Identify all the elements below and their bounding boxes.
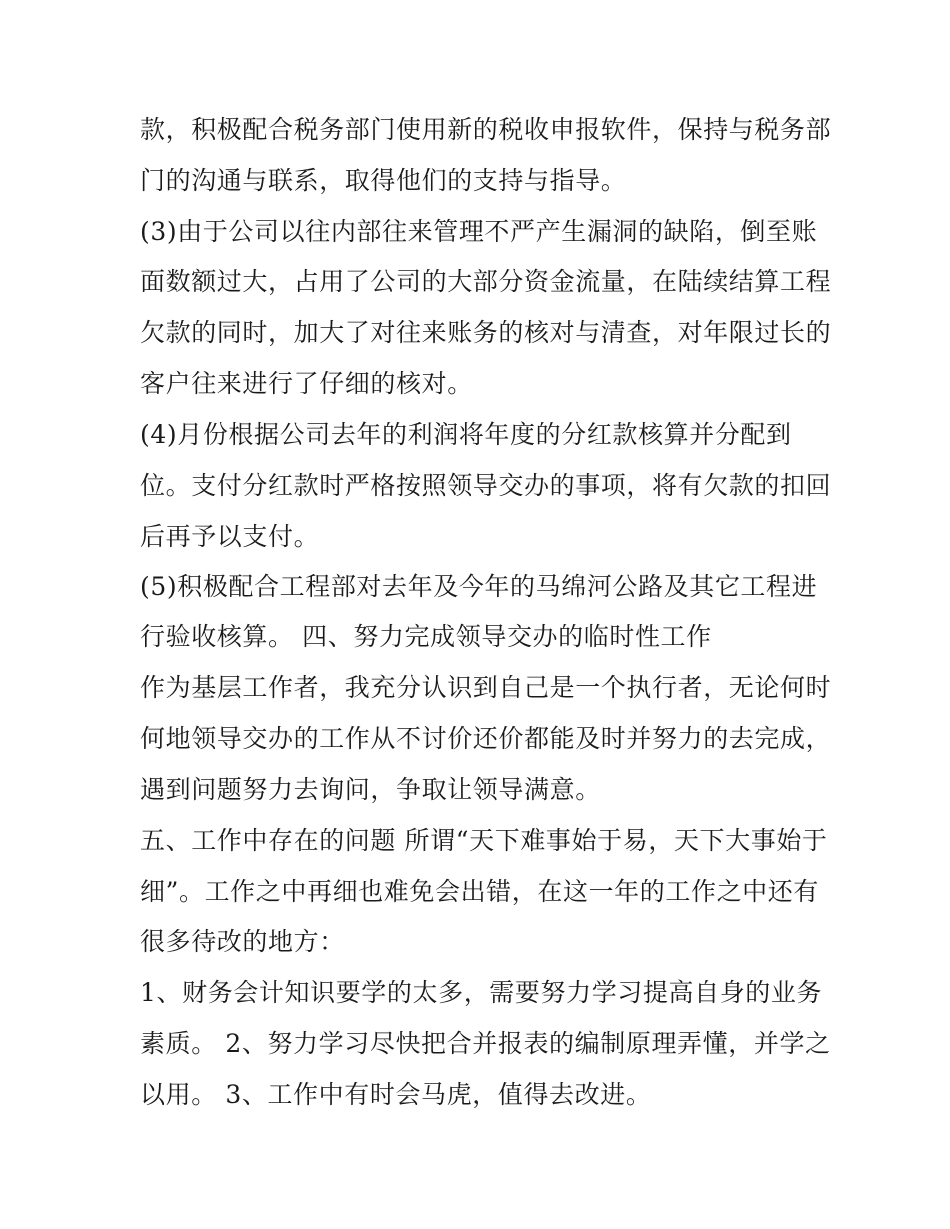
text-line: 细”。工作之中再细也难免会出错，在这一年的工作之中还有 (140, 877, 819, 906)
text-line: 很多待改的地方： (140, 927, 345, 956)
text-line: 以用。 3、工作中有时会马虎，值得去改进。 (140, 1080, 652, 1109)
text-line: 客户往来进行了仔细的核对。 (140, 369, 473, 398)
text-line: 1、财务会计知识要学的太多，需要努力学习提高自身的业务 (140, 978, 823, 1007)
text-line: 何地领导交办的工作从不讨价还价都能及时并努力的去完成， (140, 724, 832, 753)
text-line: 素质。 2、努力学习尽快把合并报表的编制原理弄懂，并学之 (140, 1029, 831, 1058)
text-line: (4)月份根据公司去年的利润将年度的分红款核算并分配到 (140, 420, 792, 449)
text-line: 门的沟通与联系，取得他们的支持与指导。 (140, 166, 627, 195)
text-line: 作为基层工作者，我充分认识到自己是一个执行者，无论何时 (140, 673, 832, 702)
text-line: 后再予以支付。 (140, 522, 320, 551)
text-line: 欠款的同时，加大了对往来账务的核对与清查，对年限过长的 (140, 318, 832, 347)
text-line: 五、工作中存在的问题 所谓“天下难事始于易，天下大事始于 (140, 826, 828, 855)
text-line: 行验收核算。 四、努力完成领导交办的临时性工作 (140, 622, 712, 651)
text-line: (5)积极配合工程部对去年及今年的马绵河公路及其它工程进 (140, 572, 818, 601)
text-line: 款，积极配合税务部门使用新的税收申报软件，保持与税务部 (140, 115, 832, 144)
text-line: 位。支付分红款时严格按照领导交办的事项，将有欠款的扣回 (140, 471, 832, 500)
text-line: 遇到问题努力去询问，争取让领导满意。 (140, 775, 601, 804)
text-line: (3)由于公司以往内部往来管理不严产生漏洞的缺陷，倒至账 (140, 217, 818, 246)
text-line: 面数额过大，占用了公司的大部分资金流量，在陆续结算工程 (140, 267, 832, 296)
